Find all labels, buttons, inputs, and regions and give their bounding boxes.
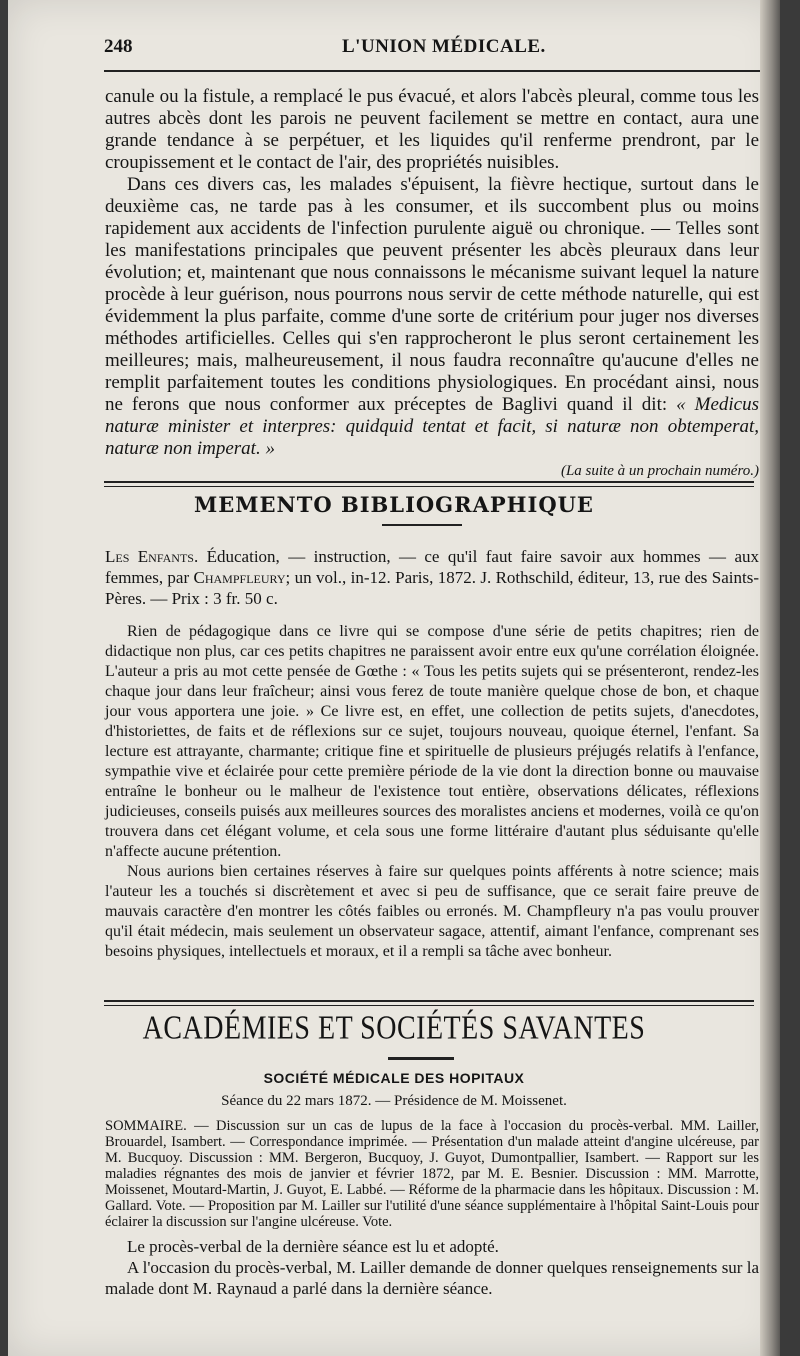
journal-title: L'UNION MÉDICALE. xyxy=(342,36,546,57)
journal-page xyxy=(8,0,780,1356)
session-line: Séance du 22 mars 1872. — Présidence de M. Moissenet. xyxy=(221,1093,567,1109)
book-citation-text: Éducation, — instruction, — ce qu'il faut faire savoir aux hommes — aux femmes, par xyxy=(105,547,760,587)
page-edge-shadow xyxy=(760,0,780,1356)
memento-underline xyxy=(382,524,462,526)
book-author: Champfleury xyxy=(193,568,286,587)
book-citation xyxy=(105,546,759,609)
sommaire-paragraph xyxy=(105,1118,759,1230)
section-double-rule-top xyxy=(104,481,754,483)
proces-verbal xyxy=(105,1236,759,1299)
page-header xyxy=(104,30,754,60)
book-title: Les Enfants. xyxy=(105,547,199,566)
article-paragraph: canule ou la fistule, a remplacé le pus évacué, et alors l'abcès pleural, comme tous les autres abcès dont les parois ne peuvent facilement se mettre en contact, aura une grande tendance à se perpétuer, et les liquides qu'il renferme prendront, par le croupissement et le contact de l'air, des propriétés nuisibles. xyxy=(105,86,759,173)
sommaire-block xyxy=(105,1118,759,1230)
proces-verbal-paragraph: Le procès-verbal de la dernière séance est lu et adopté. xyxy=(127,1237,499,1256)
book-review xyxy=(105,622,759,962)
society-heading: SOCIÉTÉ MÉDICALE DES HOPITAUX xyxy=(263,1070,525,1086)
book-entry xyxy=(105,546,759,609)
memento-heading: MEMENTO BIBLIOGRAPHIQUE xyxy=(194,492,594,517)
article-paragraph xyxy=(105,174,759,460)
sommaire-text: — Discussion sur un cas de lupus de la face à l'occasion du procès-verbal. MM. Lailler, Brouardel, Isambert. — Correspondance imprimée. — Présentation d'un malade atteint d'angine ulcéreuse, par M. Bucquoy. Discussion : MM. Bergeron, Bucquoy, J. Guyot, Dumontpallier, Isambert. — Rapport sur les maladies régnantes des mois de janvier et février 1872, par M. E. Besnier. Discussion : MM. Marrotte, Moissenet, Moutard-Martin, J. Guyot, E. Labbé. — Réforme de la pharmacie dans les hôpitaux. Discussion : M. Gallard. Vote. — Proposition par M. Lailler sur l'utilité d'une séance supplémentaire à l'hôpital Saint-Louis pour éclairer la discussion sur l'angine ulcéreuse. Vote. xyxy=(105,1118,759,1230)
academies-heading: ACADÉMIES ET SOCIÉTÉS SAVANTES xyxy=(142,1009,646,1047)
review-paragraph: Rien de pédagogique dans ce livre qui se compose d'une série de petits chapitres; rien de didactique non plus, car ces petits chapitres ne paraissent avoir entre eux qu'une corrélation éloignée. L'auteur a pris au mot cette pensée de Gœthe : « Tous les petits sujets qui se présenteront, rendez-les chaque jour dans leur fraîcheur; ainsi vous ferez de toute manière quelque chose de bon, et chaque jour vous apportera une joie. » Ce livre est, en effet, une collection de petits sujets, d'anecdotes, d'historiettes, de faits et de réflexions sur ce sujet, toujours nouveau, quoique éternel, l'enfant. Sa lecture est attrayante, charmante; critique fine et spirituelle de plusieurs préjugés relatifs à l'enfance, sympathie vive et éclairée pour cette première période de la vie dont la direction bonne ou mauvaise entraîne le bonheur ou le malheur de l'existence tout entière, observations délicates, réflexions judicieuses, conseils puisés aux meilleures sources des moralistes anciens et modernes, voilà ce qu'on trouvera dans cet élégant volume, et cela sous une forme littéraire d'autant plus séduisante qu'elle n'affecte aucune prétention. xyxy=(105,623,759,860)
article-continuation xyxy=(105,86,759,482)
section-double-rule-top xyxy=(104,1000,754,1002)
book-citation-text: ; un vol., in-12. Paris, 1872. J. Rothschild, éditeur, 13, rue des Saints-Pères. — Prix : 3 fr. 50 c. xyxy=(105,568,759,608)
proces-verbal-paragraph: A l'occasion du procès-verbal, M. Lailler demande de donner quelques renseignements sur la malade dont M. Raynaud a parlé dans la dernière séance. xyxy=(105,1258,759,1298)
section-double-rule-bottom xyxy=(104,486,754,487)
section-double-rule-bottom xyxy=(104,1005,754,1006)
review-paragraph: Nous aurions bien certaines réserves à faire sur quelques points afférents à notre science; mais l'auteur les a touchés si discrètement et avec si peu de suffisance, que ce serait faire preuve de mauvais caractère d'en montrer les côtés faibles ou erronés. M. Champfleury n'a pas voulu prouver qu'il était médecin, mais seulement un observateur sagace, attentif, aimant l'enfance, comprenant ses besoins physiques, intellectuels et moraux, et il a rempli sa tâche avec bonheur. xyxy=(105,863,759,960)
continuation-note: (La suite à un prochain numéro.) xyxy=(560,463,759,479)
latin-quote: « Medicus naturæ minister et interpres: quidquid tentat et facit, si naturæ non obtemperat, naturæ non imperat. » xyxy=(105,394,759,459)
academies-underline xyxy=(388,1057,454,1060)
page-number: 248 xyxy=(104,36,133,57)
sommaire-label: SOMMAIRE. xyxy=(105,1118,187,1134)
header-rule xyxy=(104,70,760,72)
article-paragraph-text: Dans ces divers cas, les malades s'épuisent, la fièvre hectique, surtout dans le deuxième cas, ne tarde pas à les consumer, et ils succombent plus ou moins rapidement aux accidents de l'infection purulente aiguë ou chronique. — Telles sont les manifestations principales que peuvent présenter les abcès pleuraux dans leur évolution; et, maintenant que nous connaissons le mécanisme suivant lequel la nature procède à leur guérison, nous pourrons nous servir de cette méthode naturelle, qui est évidemment la plus parfaite, comme d'une sorte de critérium pour juger nos diverses méthodes artificielles. Celles qui s'en rapprocheront le plus seront certainement les meilleures; mais, malheureusement, il nous faudra reconnaître qu'aucune d'elles ne remplit parfaitement toutes les conditions physiologiques. En procédant ainsi, nous ne ferons que nous conformer aux préceptes de Baglivi quand il dit: xyxy=(105,174,759,415)
